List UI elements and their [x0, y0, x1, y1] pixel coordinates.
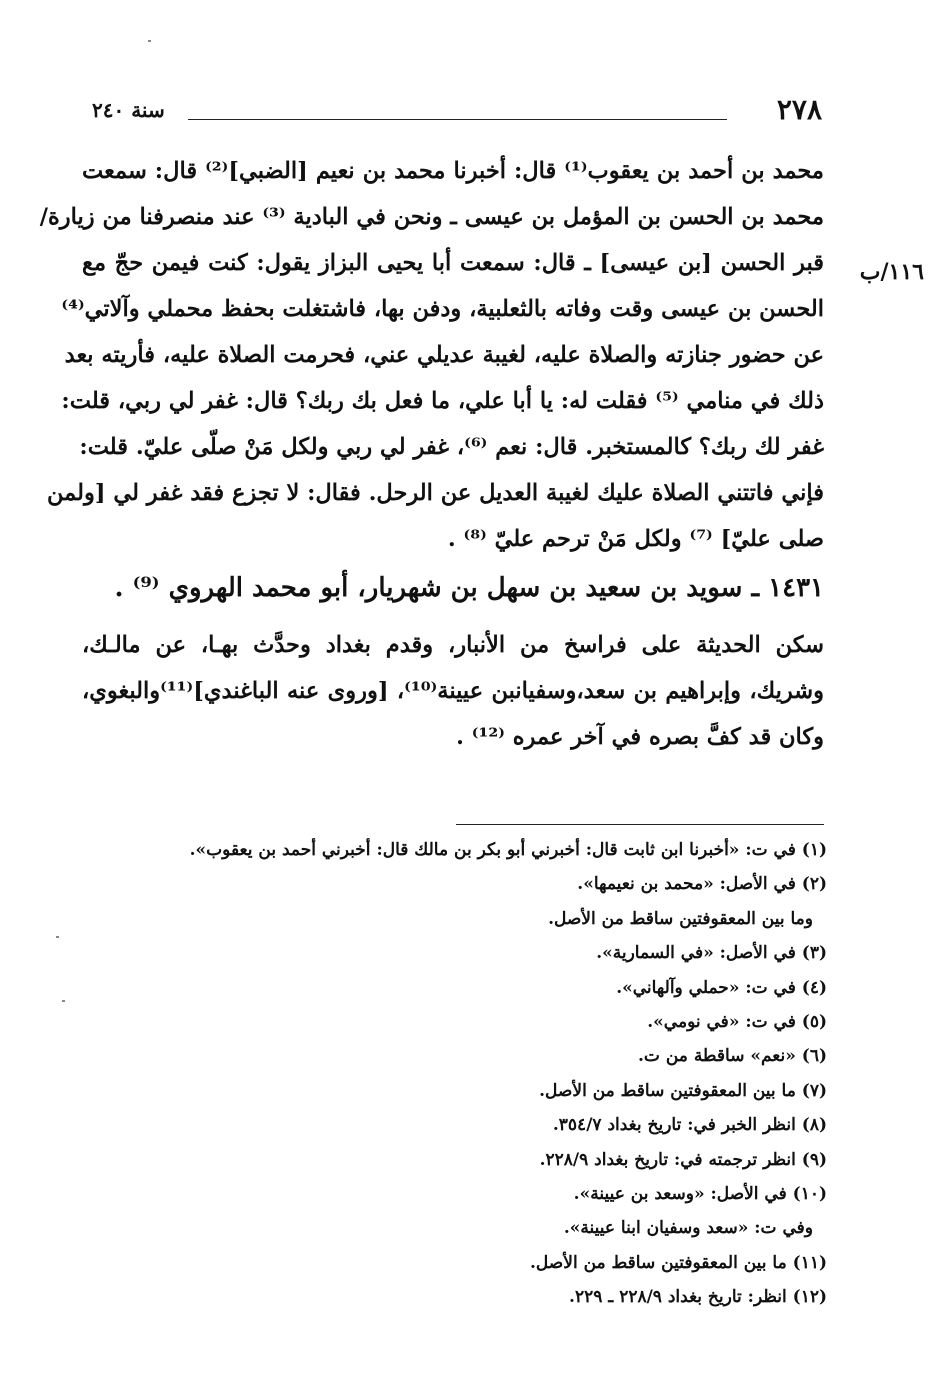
text-line: ذلك في منامي ⁽⁵⁾ فقلت له: يا أبا علي، ما فعل بك ربك؟ قال: غفر لي ربي، قلت:	[61, 388, 824, 414]
footnote: (٨) انظر الخبر في: تاريخ بغداد ٣٥٤/٧.	[552, 1115, 827, 1136]
scan-speck	[56, 936, 59, 938]
footnote: (٣) في الأصل: «في السمارية».	[596, 943, 827, 964]
footnote: (١٢) انظر: تاريخ بغداد ٢٢٨/٩ ـ ٢٢٩.	[569, 1287, 827, 1308]
footnote: وفي ت: «سعد وسفيان ابنا عيينة».	[563, 1218, 813, 1239]
header-rule	[188, 119, 727, 120]
footnote: وما بين المعقوفتين ساقط من الأصل.	[548, 908, 813, 929]
footnote: (١) في ت: «أخبرنا ابن ثابت قال: أخبرني أبو بكر بن مالك قال: أخبرني أحمد بن يعقوب».	[189, 840, 827, 860]
footnote: (١٠) في الأصل: «وسعد بن عيينة».	[573, 1183, 827, 1204]
footnote: (٤) في ت: «حملي وآلهاني».	[616, 977, 827, 998]
footnote: (٩) انظر ترجمته في: تاريخ بغداد ٢٢٨/٩.	[539, 1149, 827, 1170]
manuscript-folio-marker: ١١٦/ب	[859, 259, 924, 285]
text-line: صلى عليّ] ⁽⁷⁾ ولكل مَنْ ترحم عليّ ⁽⁸⁾ .	[447, 526, 824, 552]
text-line: وشريك، وإبراهيم بن سعد،وسفيانبن عيينة⁽¹⁰⁾، [وروى عنه الباغندي]⁽¹¹⁾والبغوي،	[82, 678, 825, 704]
text-line: غفر لك ربك؟ كالمستخبر. قال: نعم ⁽⁶⁾، غفر لي ربي ولكل مَنْ صلّى عليّ. قلت:	[79, 434, 824, 460]
text-line: قبر الحسن [بن عيسى] ـ قال: سمعت أبا يحيى البزاز يقول: كنت فيمن حجّ مع	[82, 250, 824, 276]
scan-speck	[148, 40, 151, 42]
text-line: فإني فاتتني الصلاة عليك لغيبة العديل عن الرحل. فقال: لا تجزع فقد غفر لي [ولمن	[47, 480, 824, 506]
running-head	[92, 92, 822, 128]
footnote: (٢) في الأصل: «محمد بن نعيمها».	[577, 874, 827, 895]
footnote: (٧) ما بين المعقوفتين ساقط من الأصل.	[539, 1080, 827, 1101]
biography-entry-heading: ١٤٣١ ـ سويد بن سعيد بن سهل بن شهريار، أبو محمد الهروي ⁽⁹⁾ .	[114, 573, 824, 603]
footnote-separator	[456, 824, 824, 825]
text-line: محمد بن أحمد بن يعقوب⁽¹⁾ قال: أخبرنا محمد بن نعيم [الضبي]⁽²⁾ قال: سمعت	[82, 158, 824, 184]
year-label: سنة ٢٤٠	[92, 98, 165, 122]
text-line: الحسن بن عيسى وقت وفاته بالثعلبية، ودفن بها، فاشتغلت بحفظ محملي وآلاتي⁽⁴⁾	[61, 296, 824, 322]
footnote: (٥) في ت: «في نومي».	[647, 1011, 827, 1032]
page-number: ٢٧٨	[776, 93, 822, 126]
biography-paragraph	[82, 622, 824, 760]
footnotes	[90, 833, 827, 1314]
text-line: عن حضور جنازته والصلاة عليه، لغيبة عديلي عني، فحرمت الصلاة عليه، فأريته بعد	[64, 342, 824, 368]
text-line: وكان قد كفَّ بصره في آخر عمره ⁽¹²⁾ .	[456, 724, 824, 750]
narration-paragraph	[39, 148, 824, 562]
footnote: (١١) ما بين المعقوفتين ساقط من الأصل.	[530, 1252, 827, 1273]
text-line: سكن الحديثة على فراسخ من الأنبار، وقدم بغداد وحدَّث بهـا، عن مالـك،	[82, 632, 824, 658]
scan-speck	[62, 1000, 65, 1002]
footnote: (٦) «نعم» ساقطة من ت.	[638, 1046, 827, 1067]
text-line: محمد بن الحسن بن المؤمل بن عيسى ـ ونحن في البادية ⁽³⁾ عند منصرفنا من زيارة/	[39, 204, 824, 230]
